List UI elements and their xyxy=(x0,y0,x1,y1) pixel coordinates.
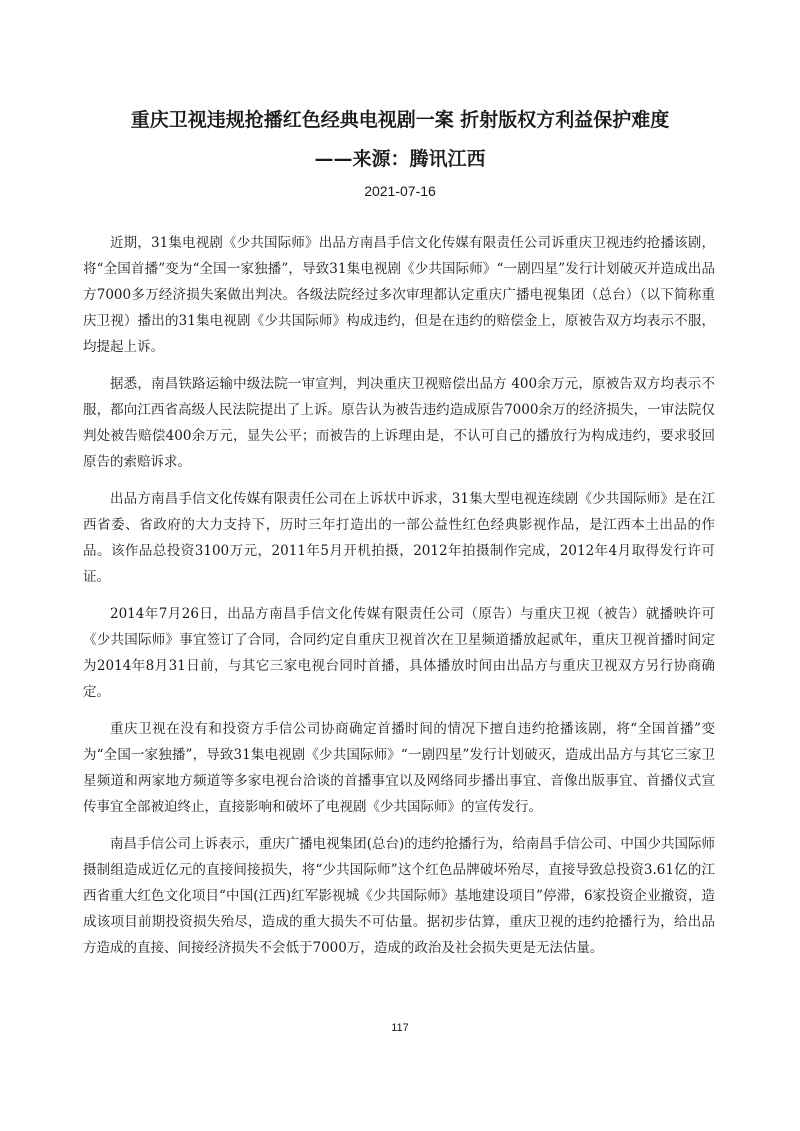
page-number: 117 xyxy=(391,1022,409,1034)
paragraph: 南昌手信公司上诉表示，重庆广播电视集团(总台)的违约抢播行为，给南昌手信公司、中国少共国际师摄制组造成近亿元的直接间接损失，将“少共国际师”这个红色品牌破坏殆尽，直接导致总投资3.61亿的江西省重大红色文化项目“中国(江西)红军影视城《少共国际师》基地建设项目”停滞，6家投资企业撤资，造成该项目前期投资损失殆尽，造成的重大损失不可估量。据初步估算，重庆卫视的违约抢播行为，给出品方造成的直接、间接经济损失不会低于7000万，造成的政治及社会损失更是无法估量。 xyxy=(83,836,715,956)
paragraph: 出品方南昌手信文化传媒有限责任公司在上诉状中诉求，31集大型电视连续剧《少共国际师》是在江西省委、省政府的大力支持下，历时三年打造出的一部公益性红色经典影视作品，是江西本土出品的作品。该作品总投资3100万元，2011年5月开机拍摄，2012年拍摄制作完成，2012年4月取得发行许可证。 xyxy=(83,491,715,585)
article-body xyxy=(83,230,715,972)
paragraph: 重庆卫视在没有和投资方手信公司协商确定首播时间的情况下擅自违约抢播该剧，将“全国首播”变为“全国一家独播”，导致31集电视剧《少共国际师》“一剧四星”发行计划破灭，造成出品方与其它三家卫星频道和两家地方频道等多家电视台洽谈的首播事宜以及网络同步播出事宜、音像出版事宜、首播仪式宣传事宜全部被迫终止，直接影响和破坏了电视剧《少共国际师》的宣传发行。 xyxy=(83,721,715,815)
article-title: 重庆卫视违规抢播红色经典电视剧一案 折射版权方利益保护难度 xyxy=(130,109,670,131)
article-date: 2021-07-16 xyxy=(364,183,436,199)
article-source: ——来源：腾讯江西 xyxy=(314,148,486,170)
paragraph: 近期，31集电视剧《少共国际师》出品方南昌手信文化传媒有限责任公司诉重庆卫视违约抢播该剧，将“全国首播”变为“全国一家独播”，导致31集电视剧《少共国际师》“一剧四星”发行计划破灭并造成出品方7000多万经济损失案做出判决。各级法院经过多次审理都认定重庆广播电视集团（总台）（以下简称重庆卫视）播出的31集电视剧《少共国际师》构成违约，但是在违约的赔偿金上，原被告双方均表示不服，均提起上诉。 xyxy=(83,235,715,355)
paragraph: 2014年7月26日，出品方南昌手信文化传媒有限责任公司（原告）与重庆卫视（被告）就播映许可《少共国际师》事宜签订了合同，合同约定自重庆卫视首次在卫星频道播放起贰年，重庆卫视首播时间定为2014年8月31日前，与其它三家电视台同时首播，具体播放时间由出品方与重庆卫视双方另行协商确定。 xyxy=(83,606,715,700)
paragraph: 据悉，南昌铁路运输中级法院一审宣判，判决重庆卫视赔偿出品方 400余万元，原被告双方均表示不服，都向江西省高级人民法院提出了上诉。原告认为被告违约造成原告7000余万的经济损失，一审法院仅判处被告赔偿400余万元，显失公平；而被告的上诉理由是，不认可自己的播放行为构成违约，要求驳回原告的索赔诉求。 xyxy=(83,376,715,470)
